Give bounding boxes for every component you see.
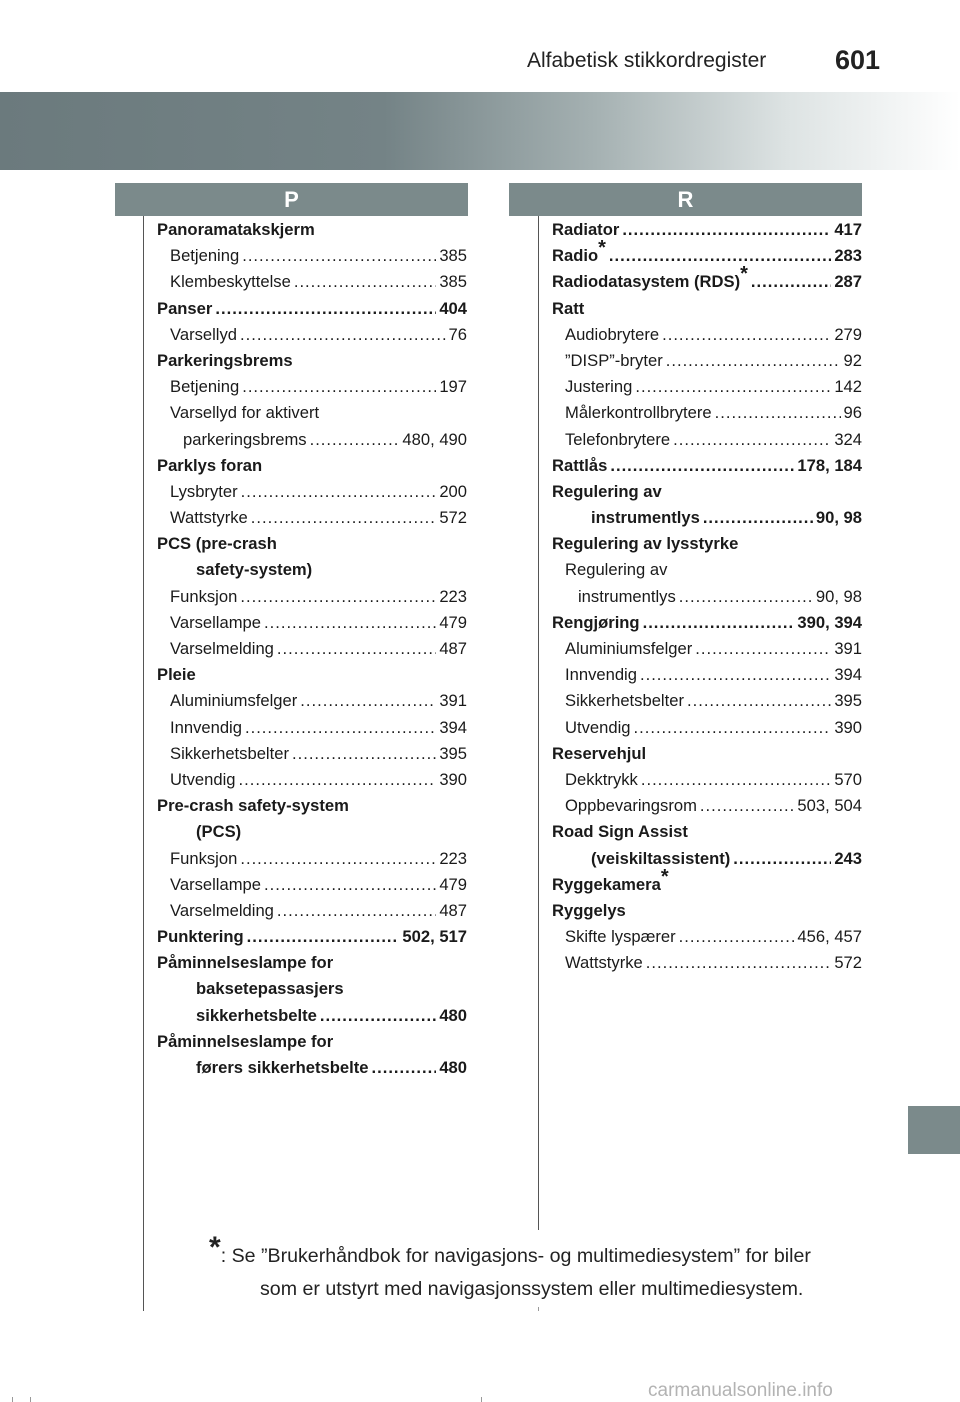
dot-leader bbox=[609, 243, 831, 269]
index-entry-text: Ratt bbox=[552, 298, 585, 318]
index-entry-term bbox=[170, 898, 274, 924]
index-entry-term bbox=[157, 348, 293, 374]
index-entry bbox=[552, 453, 862, 479]
dot-leader bbox=[277, 898, 436, 924]
index-entry bbox=[552, 662, 862, 688]
index-entry-text: Pre-crash safety-system bbox=[157, 796, 349, 816]
crop-mark bbox=[30, 1397, 31, 1402]
index-entry bbox=[552, 374, 862, 400]
index-entry-text: Rengjøring bbox=[552, 612, 640, 632]
index-entry-text: (PCS) bbox=[196, 822, 242, 842]
index-entry-page: 324 bbox=[834, 429, 862, 449]
index-entry-text: Reservehjul bbox=[552, 743, 647, 763]
index-entry-text: Betjening bbox=[170, 377, 240, 397]
index-entry bbox=[157, 898, 467, 924]
index-entry-page: 178, 184 bbox=[797, 455, 862, 475]
index-entry-page: 223 bbox=[439, 586, 467, 606]
index-entry-term bbox=[565, 688, 684, 714]
index-entry-term bbox=[170, 872, 261, 898]
index-entry bbox=[157, 1055, 467, 1081]
index-entry bbox=[552, 924, 862, 950]
index-entry bbox=[157, 296, 467, 322]
index-entry-term bbox=[565, 715, 631, 741]
index-entry-term bbox=[170, 767, 236, 793]
crop-mark bbox=[12, 1397, 13, 1402]
index-entry-term bbox=[565, 322, 659, 348]
index-entry-term bbox=[157, 924, 244, 950]
index-entry-text: Regulering av lysstyrke bbox=[552, 534, 739, 554]
dot-leader bbox=[277, 636, 436, 662]
index-entry-page: 417 bbox=[834, 220, 862, 239]
index-entry-text: safety-system) bbox=[196, 560, 313, 580]
header-banner bbox=[0, 92, 960, 170]
dot-leader bbox=[240, 322, 446, 348]
column-rule-left bbox=[143, 216, 144, 1311]
index-entry bbox=[552, 237, 862, 269]
index-entry-text: Ryggelys bbox=[552, 900, 626, 920]
index-entry bbox=[552, 584, 862, 610]
index-entry-text: PCS (pre-crash bbox=[157, 534, 277, 554]
column-heading-p: P bbox=[115, 183, 468, 216]
index-entry-text: Varsellyd bbox=[170, 324, 238, 344]
index-entry-page: 394 bbox=[834, 665, 862, 685]
index-entry-page: 287 bbox=[834, 272, 862, 292]
index-entry-term bbox=[565, 950, 643, 976]
index-entry bbox=[157, 243, 467, 269]
index-entry-term bbox=[196, 557, 312, 583]
index-entry-page: 570 bbox=[834, 769, 862, 789]
dot-leader bbox=[635, 374, 831, 400]
index-entry-page: 92 bbox=[843, 350, 862, 370]
footnote-reference: * bbox=[740, 263, 748, 286]
dot-leader bbox=[662, 322, 831, 348]
index-entry-term bbox=[552, 819, 688, 845]
index-entry bbox=[157, 846, 467, 872]
index-entry-term bbox=[196, 819, 241, 845]
index-entry-page: 404 bbox=[439, 298, 467, 318]
index-entry bbox=[157, 348, 467, 374]
index-entry bbox=[552, 479, 862, 505]
index-entry-term bbox=[170, 846, 237, 872]
index-entry bbox=[157, 400, 467, 426]
index-entry-text: Aluminiumsfelger bbox=[170, 691, 298, 711]
index-entry-term bbox=[552, 741, 646, 767]
index-entry-term bbox=[565, 662, 637, 688]
index-entry-text: Parklys foran bbox=[157, 455, 263, 475]
index-entry-text: Telefonbrytere bbox=[565, 429, 671, 449]
index-entry-term bbox=[170, 243, 239, 269]
index-entry-page: 90, 98 bbox=[815, 508, 862, 528]
watermark: carmanualsonline.info bbox=[648, 1380, 833, 1401]
dot-leader bbox=[687, 688, 831, 714]
index-entry-text: ”DISP”-bryter bbox=[565, 350, 663, 370]
index-entry-text: instrumentlys bbox=[578, 586, 676, 606]
index-entry-text: Funksjon bbox=[170, 586, 238, 606]
index-entry-page: 390 bbox=[834, 717, 862, 737]
dot-leader bbox=[646, 950, 832, 976]
index-entry-term bbox=[565, 374, 632, 400]
index-entry bbox=[552, 505, 862, 531]
footnote-marker: * bbox=[209, 1231, 221, 1264]
index-entry bbox=[157, 715, 467, 741]
index-entry bbox=[157, 374, 467, 400]
index-entry-text: Radio bbox=[552, 246, 599, 266]
index-entry-term bbox=[157, 217, 315, 243]
index-entry-text: Parkeringsbrems bbox=[157, 350, 293, 370]
index-entry bbox=[157, 557, 467, 583]
index-entry-page: 200 bbox=[439, 481, 467, 501]
index-entry bbox=[157, 793, 467, 819]
index-entry-page: 142 bbox=[834, 377, 862, 397]
dot-leader bbox=[640, 662, 831, 688]
index-entry bbox=[552, 427, 862, 453]
dot-leader bbox=[673, 427, 831, 453]
index-entry-text: Utvendig bbox=[565, 717, 631, 737]
index-entry-page: 283 bbox=[834, 246, 862, 266]
index-entry-page: 390, 394 bbox=[797, 612, 862, 632]
index-entry bbox=[157, 872, 467, 898]
crop-mark bbox=[481, 1397, 482, 1402]
dot-leader bbox=[751, 269, 831, 295]
index-entry-text: Sikkerhetsbelter bbox=[565, 691, 684, 711]
index-entry-text: Dekktrykk bbox=[565, 769, 638, 789]
index-entry-term bbox=[565, 557, 667, 583]
index-entry-text: Road Sign Assist bbox=[552, 822, 688, 842]
index-entry-text: Målerkontrollbrytere bbox=[565, 403, 712, 423]
dot-leader bbox=[251, 505, 437, 531]
dot-leader bbox=[300, 688, 436, 714]
index-entry bbox=[157, 453, 467, 479]
index-entry bbox=[552, 898, 862, 924]
index-entry bbox=[552, 610, 862, 636]
index-entry bbox=[157, 976, 467, 1002]
dot-leader bbox=[264, 610, 436, 636]
index-entry-term bbox=[578, 584, 676, 610]
index-entry-text: Regulering av bbox=[552, 481, 662, 501]
dot-leader bbox=[695, 636, 831, 662]
index-entry-term bbox=[565, 793, 697, 819]
index-entry-page: 96 bbox=[843, 403, 862, 423]
footnote bbox=[196, 1231, 811, 1306]
index-entry bbox=[552, 296, 862, 322]
index-entry-term bbox=[565, 348, 663, 374]
index-entry-term bbox=[196, 1055, 368, 1081]
index-entry-page: 480 bbox=[439, 1058, 467, 1077]
index-entry-text: Betjening bbox=[170, 246, 240, 266]
index-entry-term bbox=[170, 322, 237, 348]
dot-leader bbox=[634, 715, 832, 741]
index-entry-text: Panoramatakskjerm bbox=[157, 220, 315, 239]
footnote-reference: * bbox=[660, 865, 669, 888]
dot-leader bbox=[641, 767, 831, 793]
index-entry-text: Varselmelding bbox=[170, 639, 274, 658]
column-heading-r: R bbox=[509, 183, 862, 216]
index-entry-page: 385 bbox=[439, 272, 467, 292]
index-entry bbox=[552, 531, 862, 557]
index-entry-term bbox=[170, 400, 319, 426]
index-entry-page: 395 bbox=[439, 743, 467, 763]
index-entry-text: førers sikkerhetsbelte bbox=[196, 1058, 369, 1077]
index-entry-text: Justering bbox=[565, 377, 633, 397]
index-entry-text: Oppbevaringsrom bbox=[565, 796, 697, 816]
index-entry bbox=[552, 741, 862, 767]
dot-leader bbox=[320, 1003, 436, 1029]
dot-leader bbox=[371, 1055, 436, 1081]
index-entry-page: 391 bbox=[439, 691, 467, 711]
index-entry-term bbox=[565, 924, 676, 950]
dot-leader bbox=[242, 374, 436, 400]
dot-leader bbox=[310, 427, 400, 453]
dot-leader bbox=[703, 505, 813, 531]
dot-leader bbox=[247, 924, 400, 950]
index-entry-text: Skifte lyspærer bbox=[565, 927, 676, 947]
index-entry-text: Rattlås bbox=[552, 455, 608, 475]
index-entry-page: 487 bbox=[439, 900, 467, 920]
index-entry bbox=[552, 950, 862, 976]
index-entry-term bbox=[157, 453, 262, 479]
dot-leader bbox=[292, 741, 436, 767]
footnote-line-1: : Se ”Brukerhåndbok for navigasjons- og multimediesystem” for biler bbox=[220, 1245, 811, 1267]
index-entry-term bbox=[157, 296, 212, 322]
index-entry-page: 394 bbox=[439, 717, 467, 737]
index-entry-term bbox=[157, 793, 349, 819]
index-entry-term bbox=[170, 269, 291, 295]
index-entry-text: Regulering av bbox=[565, 560, 668, 580]
dot-leader bbox=[643, 610, 795, 636]
index-entry-text: Påminnelseslampe for bbox=[157, 953, 334, 973]
index-entry bbox=[552, 846, 862, 872]
index-entry-text: Varsellampe bbox=[170, 874, 261, 894]
index-entry bbox=[157, 322, 467, 348]
index-entry-term bbox=[552, 263, 748, 295]
index-entry bbox=[157, 610, 467, 636]
index-entry-term bbox=[552, 531, 738, 557]
index-entry-text: Klembeskyttelse bbox=[170, 272, 291, 292]
index-entry-term bbox=[552, 479, 662, 505]
section-tab bbox=[908, 1106, 960, 1154]
dot-leader bbox=[264, 872, 436, 898]
index-entry bbox=[552, 322, 862, 348]
dot-leader bbox=[239, 767, 437, 793]
index-entry-term bbox=[565, 636, 692, 662]
index-entry-page: 480, 490 bbox=[402, 429, 467, 449]
index-entry bbox=[552, 400, 862, 426]
index-entry-term bbox=[170, 636, 274, 662]
index-entry-text: Innvendig bbox=[170, 717, 242, 737]
index-entry-text: Radiodatasystem (RDS) bbox=[552, 272, 741, 292]
index-entry-term bbox=[170, 374, 239, 400]
index-entry-text: instrumentlys bbox=[591, 508, 700, 528]
index-entry-term bbox=[183, 427, 307, 453]
index-entry-text: Varsellyd for aktivert bbox=[170, 403, 320, 423]
index-entry bbox=[157, 950, 467, 976]
index-entry-term bbox=[170, 741, 289, 767]
index-entry-text: Funksjon bbox=[170, 848, 238, 868]
index-entry-page: 76 bbox=[448, 324, 467, 344]
index-entry-term bbox=[170, 584, 237, 610]
crop-mark bbox=[538, 1307, 539, 1311]
index-entry-term bbox=[157, 950, 333, 976]
index-entry-page: 223 bbox=[439, 848, 467, 868]
index-entry-page: 456, 457 bbox=[797, 927, 862, 947]
index-entry bbox=[157, 1003, 467, 1029]
dot-leader bbox=[700, 793, 795, 819]
dot-leader bbox=[245, 715, 436, 741]
index-entry bbox=[157, 819, 467, 845]
index-entry bbox=[552, 819, 862, 845]
index-entry bbox=[157, 531, 467, 557]
index-entry bbox=[552, 557, 862, 583]
page-number: 601 bbox=[835, 45, 881, 75]
index-entry-page: 480 bbox=[439, 1005, 467, 1025]
index-entry bbox=[157, 924, 467, 950]
index-entry-text: Radiator bbox=[552, 220, 620, 239]
index-entry-text: Audiobrytere bbox=[565, 324, 660, 344]
index-entry-term bbox=[552, 217, 619, 243]
index-entry bbox=[552, 348, 862, 374]
index-entry bbox=[157, 767, 467, 793]
index-entry-term bbox=[196, 1003, 317, 1029]
index-entry bbox=[552, 688, 862, 714]
index-entry-term bbox=[565, 400, 712, 426]
index-entry-term bbox=[157, 531, 277, 557]
column-rule-middle bbox=[538, 216, 539, 1230]
index-entry-text: Wattstyrke bbox=[170, 508, 248, 528]
index-entry-text: Ryggekamera bbox=[552, 874, 661, 894]
index-entry-term bbox=[552, 865, 669, 898]
index-entry bbox=[157, 662, 467, 688]
index-entry-text: sikkerhetsbelte bbox=[196, 1005, 317, 1025]
index-entry-term bbox=[170, 610, 261, 636]
index-entry-term bbox=[170, 505, 248, 531]
footnote-reference: * bbox=[598, 237, 606, 260]
index-entry-text: Pleie bbox=[157, 665, 196, 685]
index-entry-page: 395 bbox=[834, 691, 862, 711]
index-entry-term bbox=[591, 505, 700, 531]
index-entry bbox=[157, 688, 467, 714]
index-entry-page: 391 bbox=[834, 639, 862, 658]
index-entry-text: Sikkerhetsbelter bbox=[170, 743, 289, 763]
dot-leader bbox=[241, 479, 437, 505]
index-entry bbox=[157, 427, 467, 453]
index-entry-page: 279 bbox=[834, 324, 862, 344]
index-entry-page: 390 bbox=[439, 769, 467, 789]
index-entry-term bbox=[552, 237, 606, 269]
index-entry-page: 503, 504 bbox=[797, 796, 862, 816]
index-entry bbox=[552, 263, 862, 295]
index-entry-text: Påminnelseslampe for bbox=[157, 1031, 334, 1051]
index-entry-page: 572 bbox=[439, 508, 467, 528]
index-entry bbox=[157, 479, 467, 505]
index-entry-page: 487 bbox=[439, 639, 467, 658]
index-column-p bbox=[157, 217, 467, 1081]
index-entry-page: 385 bbox=[439, 246, 467, 266]
index-entry-text: Innvendig bbox=[565, 665, 637, 685]
index-entry-text: Wattstyrke bbox=[565, 953, 643, 973]
dot-leader bbox=[733, 846, 831, 872]
index-entry-text: parkeringsbrems bbox=[183, 429, 307, 449]
index-entry-page: 502, 517 bbox=[402, 927, 467, 947]
index-entry-term bbox=[552, 453, 607, 479]
index-entry-page: 90, 98 bbox=[815, 586, 862, 606]
index-entry bbox=[157, 636, 467, 662]
index-entry-page: 572 bbox=[834, 953, 862, 973]
page-header-title: Alfabetisk stikkordregister bbox=[527, 49, 767, 72]
dot-leader bbox=[240, 846, 436, 872]
index-entry-page: 197 bbox=[439, 377, 467, 397]
dot-leader bbox=[240, 584, 436, 610]
index-entry bbox=[157, 269, 467, 295]
index-entry-text: Varsellampe bbox=[170, 612, 261, 632]
index-entry-page: 243 bbox=[834, 848, 862, 868]
index-entry-text: Aluminiumsfelger bbox=[565, 639, 693, 658]
index-entry-term bbox=[565, 767, 638, 793]
index-entry bbox=[552, 865, 862, 898]
index-entry-term bbox=[552, 898, 626, 924]
index-entry bbox=[552, 636, 862, 662]
dot-leader bbox=[679, 584, 813, 610]
dot-leader bbox=[715, 400, 841, 426]
index-entry-term bbox=[552, 610, 640, 636]
index-entry bbox=[157, 217, 467, 243]
dot-leader bbox=[294, 269, 436, 295]
index-entry bbox=[157, 741, 467, 767]
index-entry bbox=[552, 715, 862, 741]
footnote-line-2: som er utstyrt med navigasjonssystem eller multimediesystem. bbox=[260, 1278, 804, 1300]
index-entry-text: Panser bbox=[157, 298, 213, 318]
index-entry bbox=[552, 767, 862, 793]
index-entry-text: Lysbryter bbox=[170, 481, 238, 501]
index-entry-term bbox=[552, 296, 584, 322]
dot-leader bbox=[679, 924, 795, 950]
index-entry-page: 479 bbox=[439, 874, 467, 894]
index-entry bbox=[157, 584, 467, 610]
dot-leader bbox=[215, 296, 436, 322]
index-column-r bbox=[552, 217, 862, 976]
index-entry-page: 479 bbox=[439, 612, 467, 632]
index-entry-term bbox=[565, 427, 670, 453]
index-entry-text: Punktering bbox=[157, 927, 244, 947]
index-entry-term bbox=[157, 1029, 333, 1055]
dot-leader bbox=[610, 453, 794, 479]
index-entry-text: (veiskiltassistent) bbox=[591, 848, 731, 868]
index-entry-term bbox=[170, 715, 242, 741]
index-entry-term bbox=[196, 976, 344, 1002]
index-entry-text: Utvendig bbox=[170, 769, 236, 789]
index-entry-term bbox=[157, 662, 196, 688]
index-entry-text: Varselmelding bbox=[170, 900, 274, 920]
index-entry-text: baksetepassasjers bbox=[196, 979, 344, 999]
index-entry bbox=[157, 505, 467, 531]
index-entry bbox=[552, 793, 862, 819]
dot-leader bbox=[666, 348, 841, 374]
index-entry bbox=[157, 1029, 467, 1055]
index-entry-term bbox=[170, 479, 238, 505]
dot-leader bbox=[242, 243, 436, 269]
dot-leader bbox=[622, 217, 831, 243]
index-entry-term bbox=[170, 688, 297, 714]
